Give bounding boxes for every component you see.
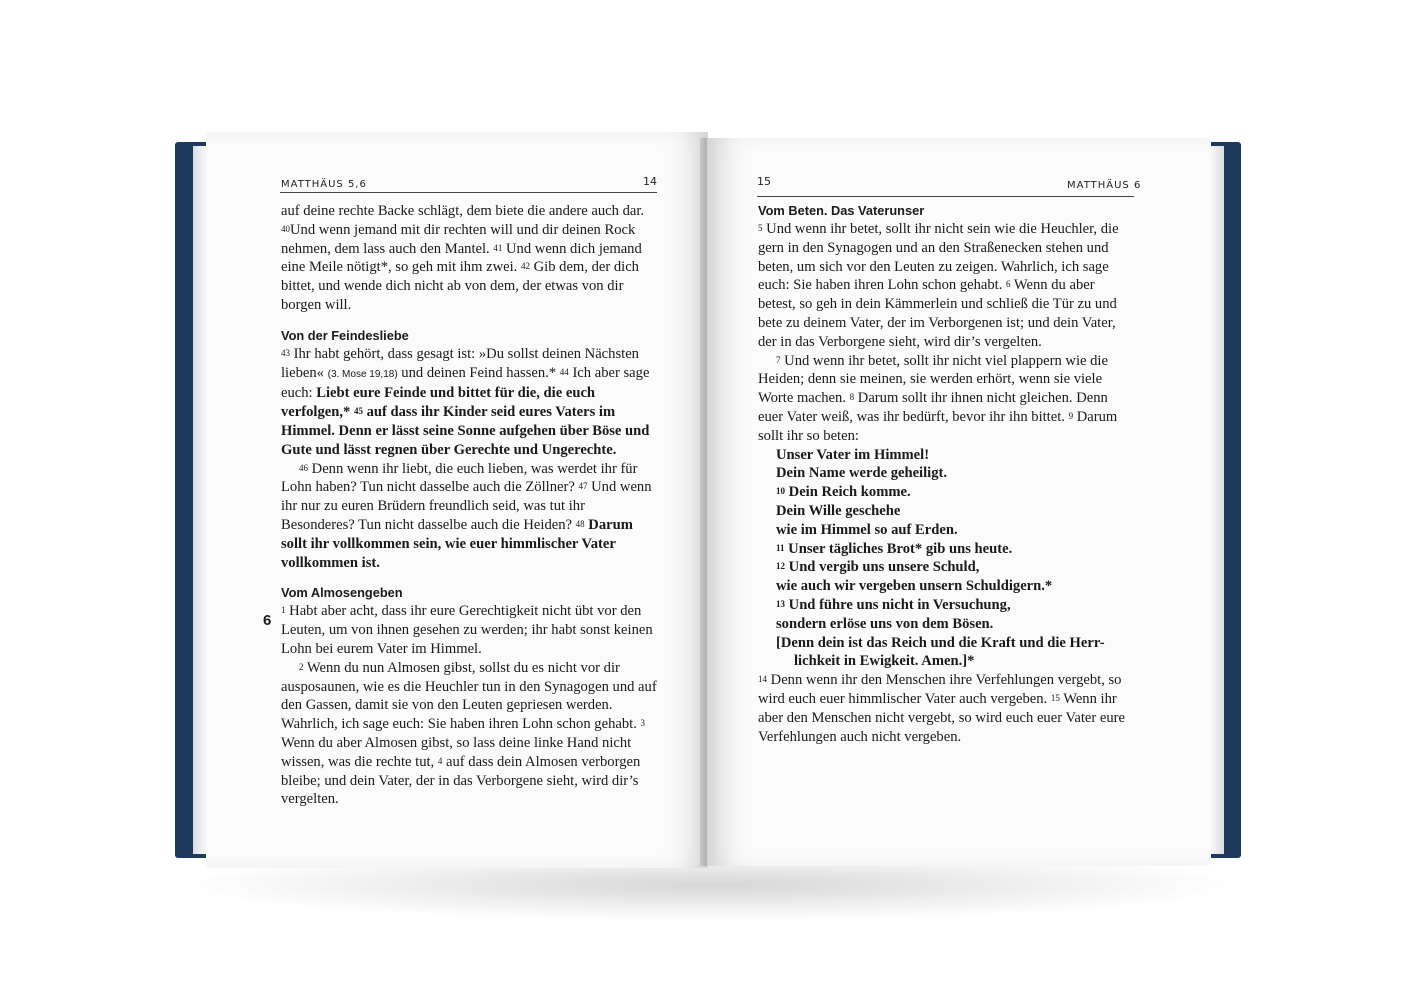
- left-page: [206, 132, 708, 868]
- verse-paragraph: $^5$ Und wenn ihr betet, sollt ihr nicht sein wie die Heuchler, die gern in den Synagogen und an den Straßenecken stehen und beten, um sich vor den Leuten zu zeigen. Wahrlich, ich sage euch: Sie haben ihren Lohn schon gehabt. $^6$ Wenn du aber betest, so geh in dein Kämmerlein und schließ die Tür zu und bete zu deinem Vater, der im Verborgenen ist; und dein Vater, der in das Verborgene sieht, wird dir’s vergelten.: [758, 221, 1119, 350]
- verse-paragraph: auf deine rechte Backe schlägt, dem biete die andere auch dar. $^{40}$Und wenn jemand mit dir rechten will und dir deinen Rock nehmen, dem lass auch den Mantel. $^{41}$ Und wenn dich jemand eine Meile nötigt*, so geh mit ihm zwei. $^{42}$ Gib dem, der dich bittet, und wende dich nicht ab von dem, der etwas von dir borgen will.: [281, 203, 645, 313]
- verse-paragraph: $^{43}$ Ihr habt gehört, dass gesagt ist: »Du sollst deinen Nächsten lieben« (3. Mose 19,18) und deinen Feind hassen.* $^{44}$ Ich aber sage euch: Liebt eure Feinde und bittet für die, die euch verfolgen,* $^{45}$ auf dass ihr Kinder seid eures Vaters im Himmel. Denn er lässt seine Sonne aufgehen über Böse und Gute und lässt regnen über Gerechte und Ungerechte.: [281, 345, 650, 458]
- page-number: 15: [757, 175, 771, 188]
- header-rule: [280, 192, 657, 193]
- right-page-text: [758, 202, 1135, 746]
- lords-prayer: Unser Vater im Himmel! Dein Name werde geheiligt. $^{10}$ Dein Reich komme. Dein Wille geschehe wie im Himmel so auf Erden. $^{11}$ Unser tägliches Brot* gib uns heute. $^{12}$ Und vergib uns unsere Schuld, wie auch wir vergeben unsern Schuldigern.* $^{13}$ Und führe uns nicht in Versuchung, sondern erlöse uns von dem Bösen. [Denn dein ist das Reich und die Kraft und die Herr- lichkeit in Ewigkeit. Amen.]*: [776, 446, 1105, 670]
- running-header: MATTHÄUS 5,6: [281, 179, 367, 190]
- section-heading: Vom Beten. Das Vaterunser: [758, 203, 925, 218]
- verse-paragraph: $^2$ Wenn du nun Almosen gibst, sollst du es nicht vor dir ausposaunen, wie es die Heuchler tun in den Synagogen und auf den Gassen, damit sie von den Leuten gepriesen werden. Wahrlich, ich sage euch: Sie haben ihren Lohn schon gehabt. $^3$ Wenn du aber Almosen gibst, so lass deine linke Hand nicht wissen, was die rechte tut, $^4$ auf dass dein Almosen verborgen bleibe; und dein Vater, der in das Verborgene sieht, wird dir’s vergelten.: [281, 659, 657, 808]
- verse-paragraph: $^1$ Habt aber acht, dass ihr eure Gerechtigkeit nicht übt vor den Leuten, um von ihnen gesehen zu werden; ihr habt sonst keinen Lohn bei eurem Vater im Himmel.: [281, 603, 653, 657]
- header-rule: [757, 196, 1134, 197]
- section-heading: Von der Feindesliebe: [281, 327, 409, 343]
- section-heading: Vom Almosengeben: [281, 585, 403, 601]
- running-header: MATTHÄUS 6: [1067, 180, 1142, 191]
- chapter-number: 6: [263, 612, 272, 629]
- verse-paragraph: $^7$ Und wenn ihr betet, sollt ihr nicht viel plappern wie die Heiden; denn sie meinen, sie werden erhört, wenn sie viele Worte machen. $^8$ Darum sollt ihr ihnen nicht gleichen. Denn euer Vater weiß, was ihr bedürft, bevor ihr ihn bittet. $^9$ Darum sollt ihr so beten:: [758, 352, 1118, 444]
- right-page: [707, 138, 1211, 866]
- page-number: 14: [643, 175, 657, 188]
- left-page-text: [281, 202, 657, 809]
- verse-paragraph: $^{14}$ Denn wenn ihr den Menschen ihre Verfehlungen vergebt, so wird euch euer himmlischer Vater auch vergeben. $^{15}$ Wenn ihr aber den Menschen nicht vergebt, so wird euch euer Vater eure Verfehlungen auch nicht vergeben.: [758, 672, 1125, 745]
- verse-paragraph: $^{46}$ Denn wenn ihr liebt, die euch lieben, was werdet ihr für Lohn haben? Tun nicht dasselbe auch die Zöllner? $^{47}$ Und wenn ihr nur zu euren Brüdern freundlich seid, was tut ihr Besonderes? Tun nicht dasselbe auch die Heiden? $^{48}$ Darum sollt ihr vollkommen sein, wie euer himmlischer Vater vollkommen ist.: [281, 460, 652, 571]
